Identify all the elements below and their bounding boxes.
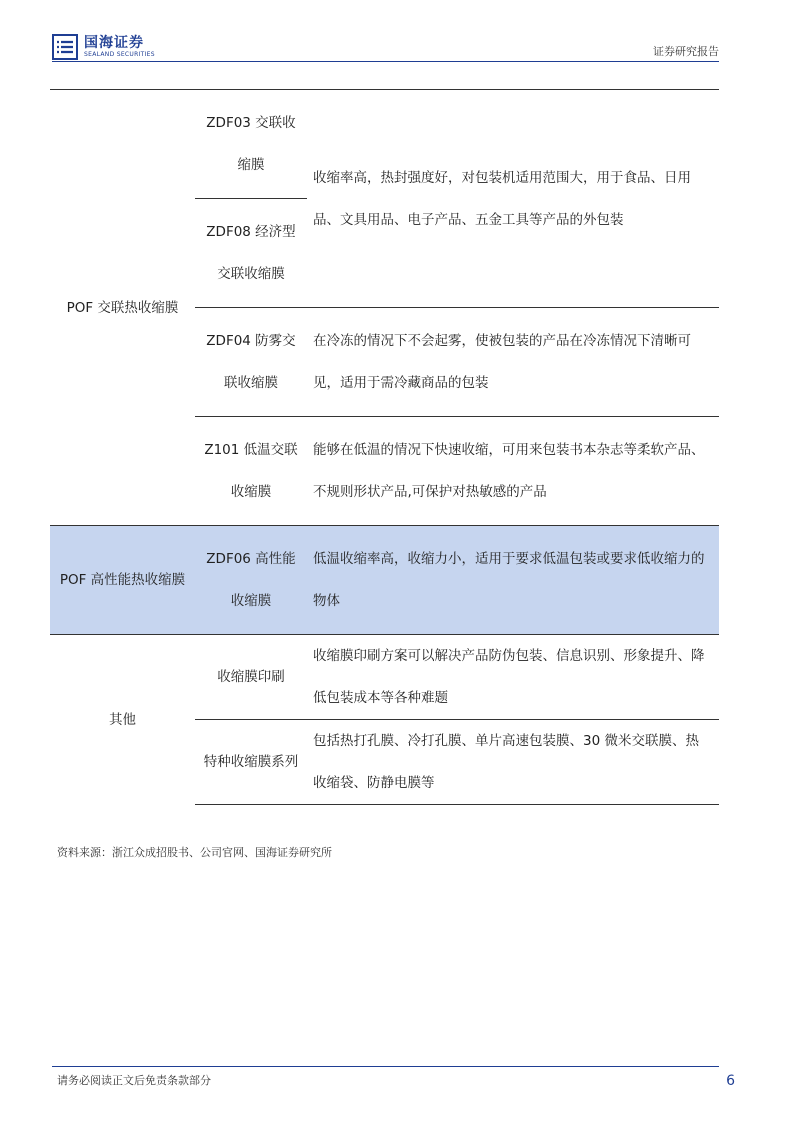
category-cell: POF 交联热收缩膜 [50, 90, 195, 526]
table-row [50, 90, 719, 199]
product-cell: ZDF03 交联收缩膜 [195, 90, 307, 199]
footer-divider [52, 1066, 719, 1067]
disclaimer-note: 请务必阅读正文后免责条款部分 [57, 1074, 211, 1087]
company-name-en: SEALAND SECURITIES [84, 51, 155, 58]
table-row [50, 635, 719, 720]
report-type: 证券研究报告 [653, 45, 719, 58]
description-cell: 在冷冻的情况下不会起雾，使被包装的产品在冷冻情况下清晰可见，适用于需冷藏商品的包装 [307, 308, 719, 417]
product-cell: ZDF06 高性能收缩膜 [195, 526, 307, 635]
description-cell: 收缩膜印刷方案可以解决产品防伪包装、信息识别、形象提升、降低包装成本等各种难题 [307, 635, 719, 720]
category-cell: POF 高性能热收缩膜 [50, 526, 195, 635]
page-number: 6 [726, 1073, 735, 1089]
page-header [52, 30, 719, 62]
product-cell: Z101 低温交联收缩膜 [195, 417, 307, 526]
category-cell: 其他 [50, 635, 195, 805]
source-note: 资料来源：浙江众成招股书、公司官网、国海证券研究所 [57, 846, 332, 859]
company-name: 国海证券 [84, 35, 144, 51]
header-divider [52, 61, 719, 62]
product-cell: 特种收缩膜系列 [195, 720, 307, 805]
description-cell: 收缩率高，热封强度好，对包装机适用范围大，用于食品、日用品、文具用品、电子产品、五金工具等产品的外包装 [307, 90, 719, 308]
description-cell: 低温收缩率高，收缩力小，适用于要求低温包装或要求低收缩力的物体 [307, 526, 719, 635]
table-row-highlight [50, 526, 719, 635]
product-cell: ZDF04 防雾交联收缩膜 [195, 308, 307, 417]
sealand-logo-icon [52, 34, 78, 60]
description-cell: 包括热打孔膜、冷打孔膜、单片高速包装膜、30 微米交联膜、热收缩袋、防静电膜等 [307, 720, 719, 805]
description-cell: 能够在低温的情况下快速收缩，可用来包装书本杂志等柔软产品、不规则形状产品,可保护对热敏感的产品 [307, 417, 719, 526]
product-table [50, 89, 719, 805]
product-cell: ZDF08 经济型交联收缩膜 [195, 199, 307, 308]
product-cell: 收缩膜印刷 [195, 635, 307, 720]
